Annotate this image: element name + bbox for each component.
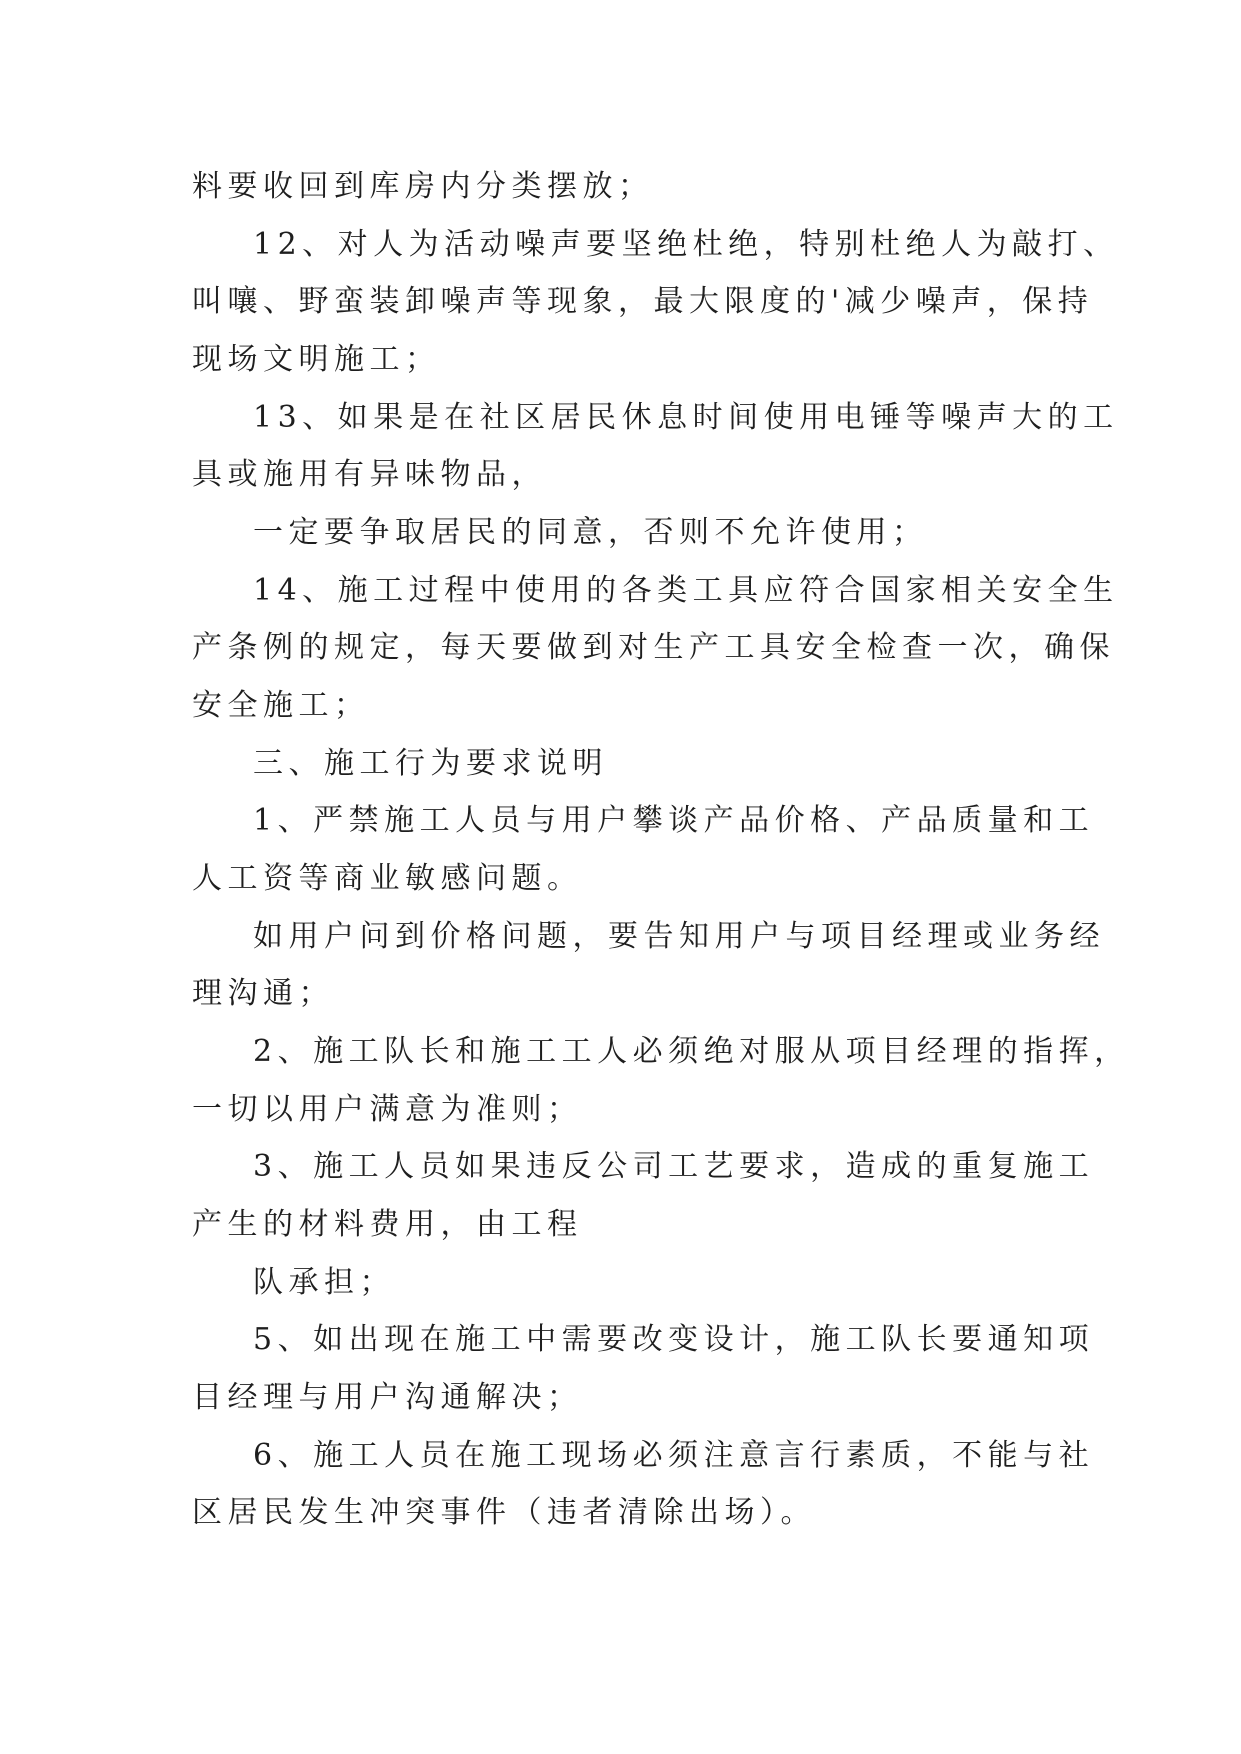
text-line: 一定要争取居民的同意，否则不允许使用； [253, 515, 928, 550]
text-line: 料要收回到库房内分类摆放； [192, 169, 654, 204]
text-line: 1、严禁施工人员与用户攀谈产品价格、产品质量和工 [253, 803, 1095, 838]
text-line: 区居民发生冲突事件（违者清除出场）。 [192, 1495, 816, 1530]
text-line: 5、如出现在施工中需要改变设计，施工队长要通知项 [253, 1322, 1095, 1357]
text-line: 12、对人为活动噪声要坚绝杜绝，特别杜绝人为敲打、 [253, 227, 1119, 262]
text-line: 2、施工队长和施工工人必须绝对服从项目经理的指挥， [253, 1034, 1130, 1069]
text-line: 产条例的规定，每天要做到对生产工具安全检查一次，确保 [192, 630, 1115, 665]
text-line: 安全施工； [192, 688, 370, 723]
text-line: 13、如果是在社区居民休息时间使用电锤等噪声大的工 [253, 400, 1119, 435]
text-line: 现场文明施工； [192, 342, 441, 377]
text-line: 如用户问到价格问题，要告知用户与项目经理或业务经 [253, 919, 1105, 954]
text-line: 6、施工人员在施工现场必须注意言行素质，不能与社 [253, 1438, 1095, 1473]
text-line: 14、施工过程中使用的各类工具应符合国家相关安全生 [253, 573, 1119, 608]
text-line: 3、施工人员如果违反公司工艺要求，造成的重复施工 [253, 1149, 1095, 1184]
text-line: 产生的材料费用，由工程 [192, 1207, 583, 1242]
text-line: 目经理与用户沟通解决； [192, 1380, 583, 1415]
text-line: 理沟通； [192, 976, 334, 1011]
text-line: 叫嚷、野蛮装卸噪声等现象，最大限度的'减少噪声，保持 [192, 284, 1094, 319]
section-heading: 三、施工行为要求说明 [253, 746, 608, 781]
text-line: 队承担； [253, 1265, 395, 1300]
text-line: 人工资等商业敏感问题。 [192, 861, 583, 896]
text-line: 一切以用户满意为准则； [192, 1092, 583, 1127]
text-line: 具或施用有异味物品， [192, 457, 547, 492]
